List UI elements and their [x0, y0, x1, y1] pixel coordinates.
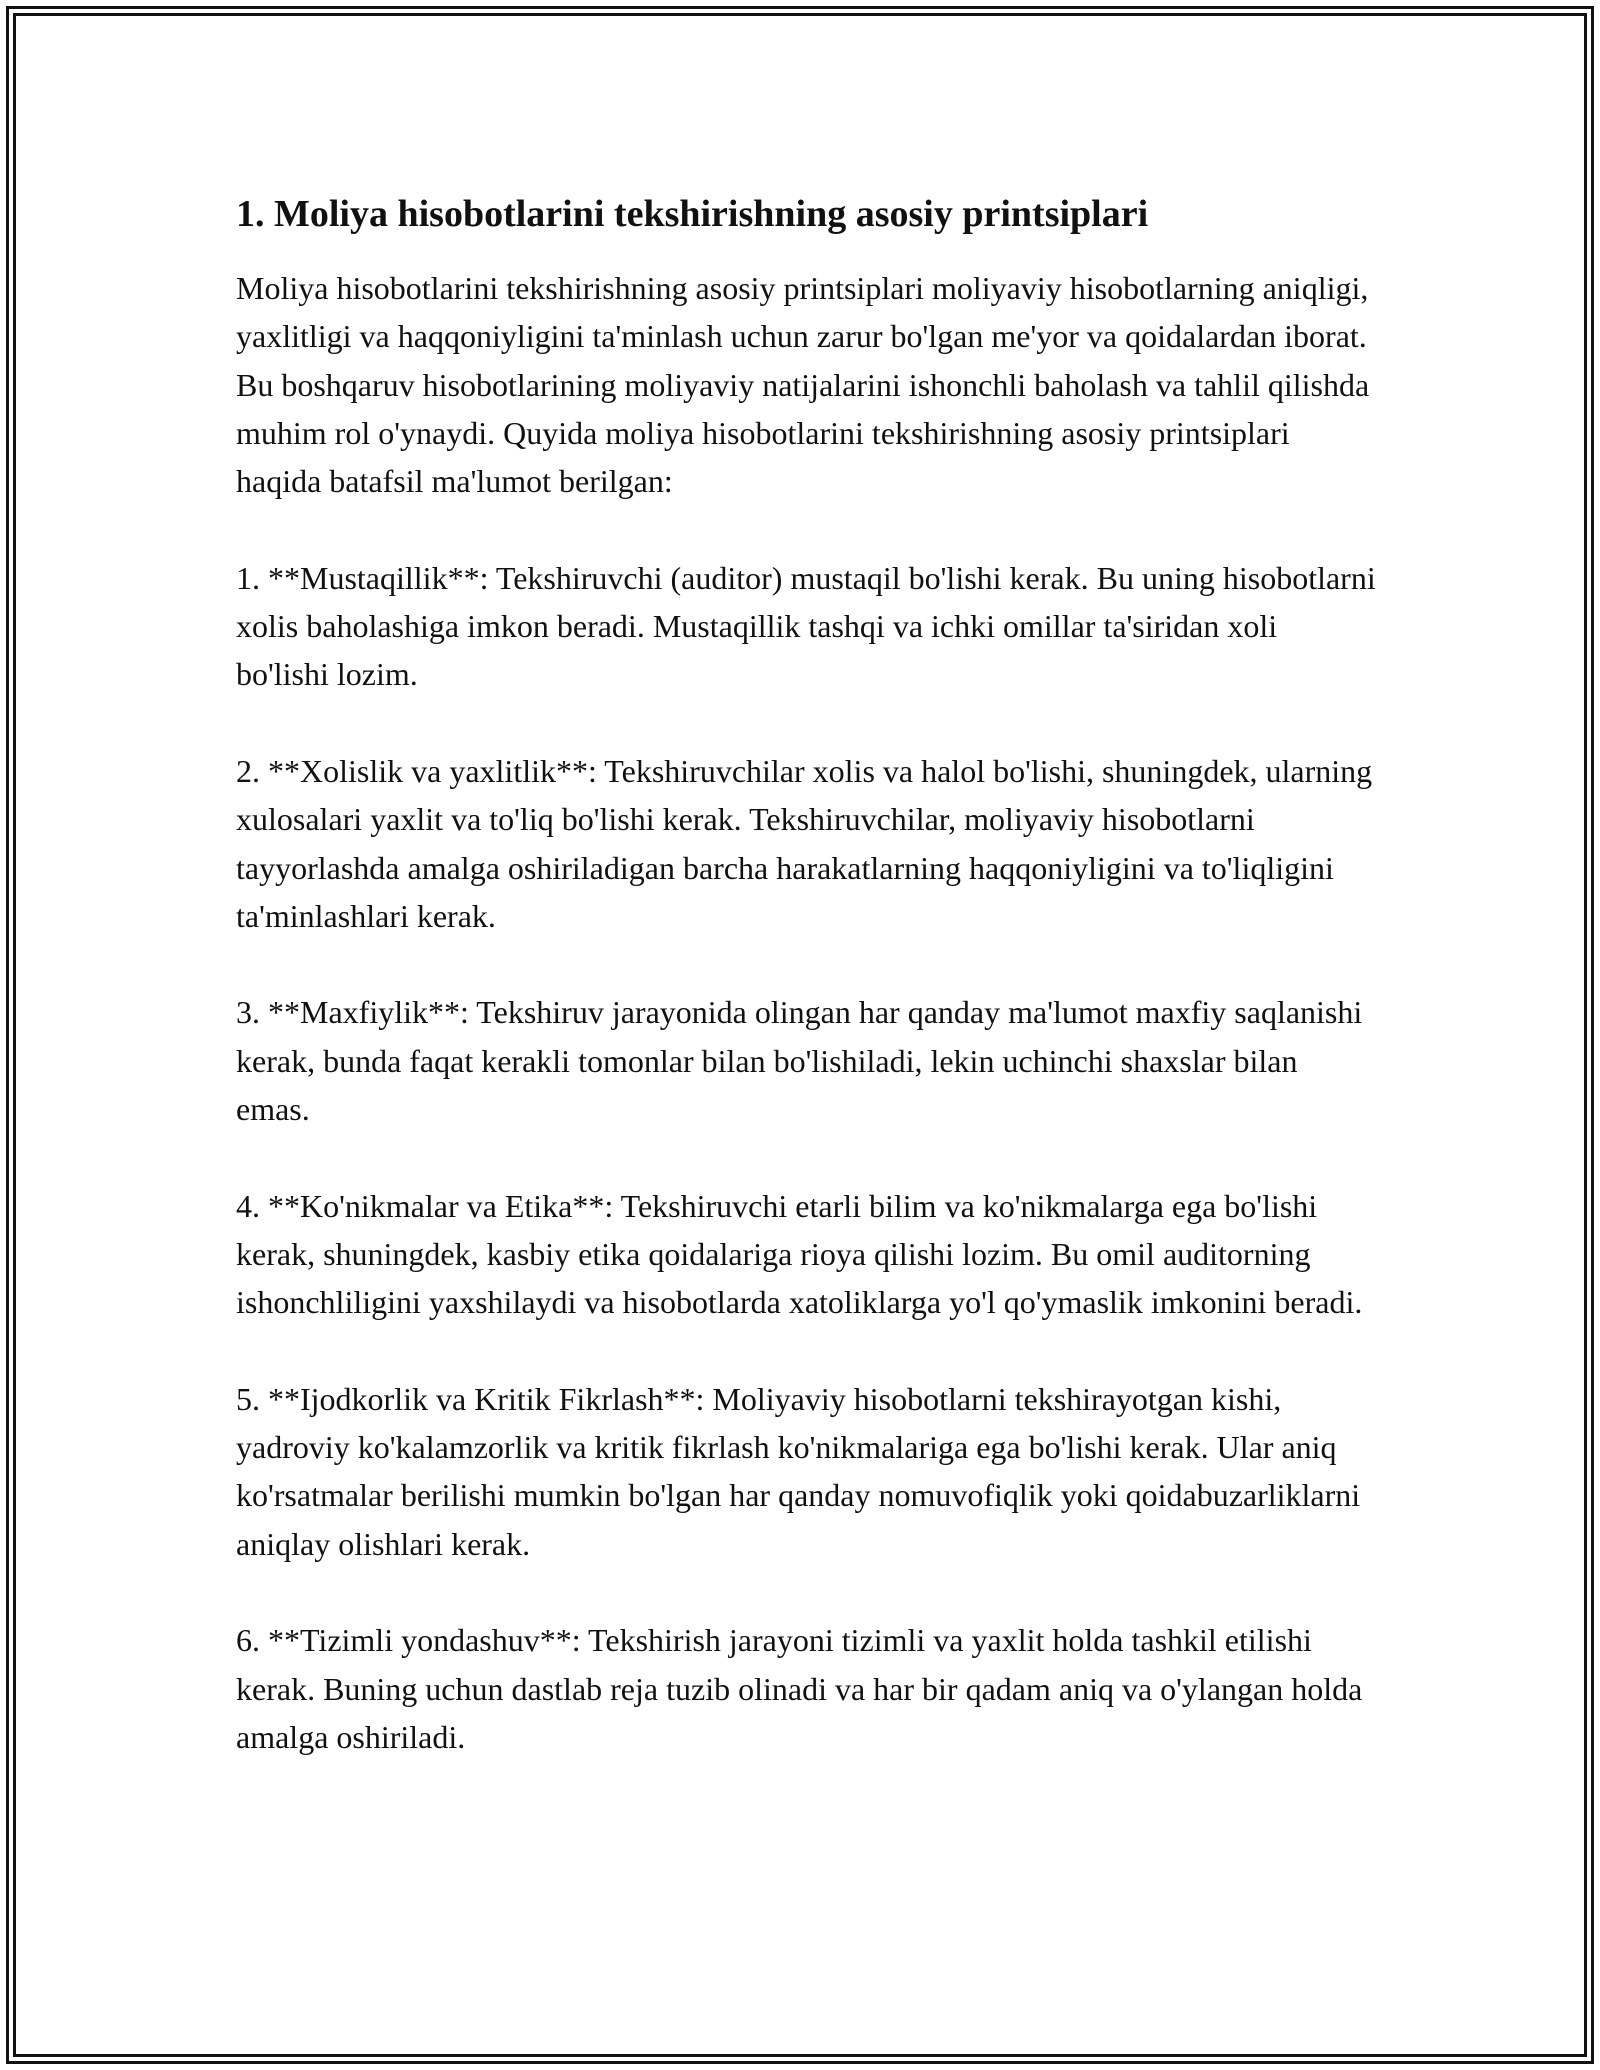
document-body	[236, 186, 1376, 1761]
principle-item-skills-ethics: 4. **Ko'nikmalar va Etika**: Tekshiruvchi etarli bilim va ko'nikmalarga ega bo'lishi kerak, shuningdek, kasbiy etika qoidalariga rioya qilishi lozim. Bu omil auditorning ishonchliligini yaxshilaydi va hisobotlarda xatoliklarga yo'l qo'ymaslik imkonini beradi.	[236, 1187, 1363, 1321]
principle-item-independence: 1. **Mustaqillik**: Tekshiruvchi (auditor) mustaqil bo'lishi kerak. Bu uning hisobotlarni xolis baholashiga imkon beradi. Mustaqillik tashqi va ichki omillar ta'siridan xoli bo'lishi lozim.	[236, 559, 1376, 693]
section-heading: 1. Moliya hisobotlarini tekshirishning asosiy printsiplari	[236, 193, 1149, 235]
principle-item-critical-thinking: 5. **Ijodkorlik va Kritik Fikrlash**: Moliyaviy hisobotlarni tekshirayotgan kishi, yadroviy ko'kalamzorlik va kritik fikrlash ko'nikmalariga ega bo'lishi kerak. Ular aniq ko'rsatmalar berilishi mumkin bo'lgan har qanday nomuvofiqlik yoki qoidabuzarliklarni aniqlay olishlari kerak.	[236, 1380, 1361, 1562]
principle-item-systematic-approach: 6. **Tizimli yondashuv**: Tekshirish jarayoni tizimli va yaxlit holda tashkil etilishi kerak. Buning uchun dastlab reja tuzib olinadi va har bir qadam aniq va o'ylangan holda amalga oshiriladi.	[236, 1622, 1363, 1755]
intro-paragraph: Moliya hisobotlarini tekshirishning asosiy printsiplari moliyaviy hisobotlarning aniqligi, yaxlitligi va haqqoniyligini ta'minlash uchun zarur bo'lgan me'yor va qoidalardan iborat. Bu boshqaruv hisobotlarining moliyaviy natijalarini ishonchli baholash va tahlil qilishda muhim rol o'ynaydi. Quyida moliya hisobotlarini tekshirishning asosiy printsiplari haqida batafsil ma'lumot berilgan:	[236, 270, 1370, 500]
principle-item-confidentiality: 3. **Maxfiylik**: Tekshiruv jarayonida olingan har qanday ma'lumot maxfiy saqlanishi kerak, bunda faqat kerakli tomonlar bilan bo'lishiladi, lekin uchinchi shaxslar bilan emas.	[236, 994, 1363, 1128]
principle-item-objectivity: 2. **Xolislik va yaxlitlik**: Tekshiruvchilar xolis va halol bo'lishi, shuningdek, ularning xulosalari yaxlit va to'liq bo'lishi kerak. Tekshiruvchilar, moliyaviy hisobotlarni tayyorlashda amalga oshiriladigan barcha harakatlarning haqqoniyligini va to'liqligini ta'minlashlari kerak.	[236, 752, 1373, 934]
